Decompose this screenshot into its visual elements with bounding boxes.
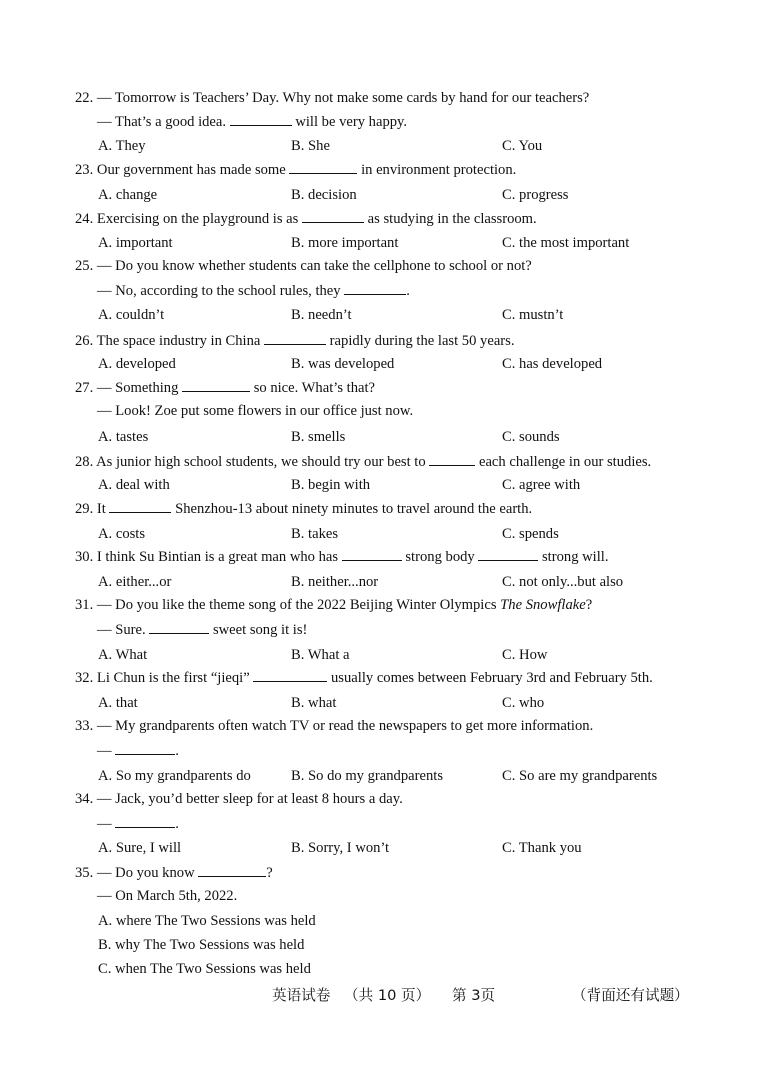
question-number: 32. xyxy=(75,670,94,686)
text-segment: — Do you know xyxy=(96,865,199,881)
answer-blank xyxy=(289,160,357,174)
question-23 xyxy=(75,160,516,179)
option-a: A. What xyxy=(98,647,148,663)
question-number: 27. xyxy=(75,380,94,396)
answer-blank xyxy=(302,209,364,223)
question-34 xyxy=(75,790,403,808)
song-title: The Snowflake xyxy=(500,597,586,613)
text-segment: in environment protection. xyxy=(357,162,517,178)
option-a: A. deal with xyxy=(98,477,170,493)
question-number: 35. xyxy=(75,865,94,881)
option-a: A. developed xyxy=(98,356,176,372)
text-segment: ? xyxy=(585,597,593,613)
question-text: — Look! Zoe put some flowers in our office just now. xyxy=(97,403,414,419)
question-text: — Tomorrow is Teachers’ Day. Why not make some cards by hand for our teachers? xyxy=(96,90,590,106)
text-segment: . xyxy=(175,816,179,832)
text-segment: — No, according to the school rules, they xyxy=(97,283,345,299)
question-28 xyxy=(75,452,651,471)
question-text: — Do you know whether students can take the cellphone to school or not? xyxy=(96,258,532,274)
question-34-line-2 xyxy=(97,814,179,833)
answer-blank xyxy=(478,547,538,561)
text-segment: I think Su Bintian is a great man who has xyxy=(96,549,342,565)
question-33-line-2 xyxy=(97,741,179,760)
question-number: 26. xyxy=(75,333,94,349)
question-number: 28. xyxy=(75,454,94,470)
text-segment: so nice. What’s that? xyxy=(250,380,376,396)
question-number: 33. xyxy=(75,718,94,734)
option-a: A. change xyxy=(98,187,158,203)
question-35 xyxy=(75,863,273,882)
answer-blank xyxy=(230,112,292,126)
text-segment: As junior high school students, we should try our best to xyxy=(96,454,430,470)
text-segment: rapidly during the last 50 years. xyxy=(326,333,515,349)
option-b: B. So do my grandparents xyxy=(291,768,444,784)
question-35-line-2 xyxy=(97,887,237,905)
option-c: C. mustn’t xyxy=(502,307,564,323)
option-a: A. couldn’t xyxy=(98,307,165,323)
option-a: A. where The Two Sessions was held xyxy=(98,913,316,929)
text-segment: — That’s a good idea. xyxy=(97,114,230,130)
question-31 xyxy=(75,596,592,614)
question-25-line-2 xyxy=(97,281,410,300)
option-b: B. Sorry, I won’t xyxy=(291,840,390,856)
answer-blank xyxy=(344,281,406,295)
question-30 xyxy=(75,547,609,566)
option-c: C. Thank you xyxy=(502,840,582,856)
answer-blank xyxy=(253,668,327,682)
option-c: C. sounds xyxy=(502,429,560,445)
question-text: — Jack, you’d better sleep for at least 8 hours a day. xyxy=(96,791,403,807)
question-29 xyxy=(75,499,532,518)
text-segment: strong will. xyxy=(538,549,609,565)
text-segment: as studying in the classroom. xyxy=(364,211,537,227)
option-b: B. more important xyxy=(291,235,399,251)
option-c: C. has developed xyxy=(502,356,603,372)
text-segment: . xyxy=(175,743,179,759)
text-segment: sweet song it is! xyxy=(209,622,308,638)
option-b: B. decision xyxy=(291,187,357,203)
option-c: C. So are my grandparents xyxy=(502,768,658,784)
footer-total-pages: （共 10 页） xyxy=(344,987,431,1004)
option-c: C. How xyxy=(502,647,548,663)
option-a: A. either...or xyxy=(98,574,172,590)
question-32 xyxy=(75,668,653,687)
text-segment: Li Chun is the first “jieqi” xyxy=(96,670,254,686)
text-segment: — Sure. xyxy=(97,622,150,638)
text-segment: It xyxy=(96,501,110,517)
option-a: A. They xyxy=(98,138,146,154)
answer-blank xyxy=(264,331,326,345)
question-27-line-2 xyxy=(97,402,413,420)
text-segment: Shenzhou-13 about ninety minutes to travel around the earth. xyxy=(171,501,533,517)
option-b: B. neither...nor xyxy=(291,574,379,590)
footer-note: （背面还有试题） xyxy=(572,987,689,1004)
option-c: C. agree with xyxy=(502,477,581,493)
text-segment: Exercising on the playground is as xyxy=(96,211,302,227)
question-number: 23. xyxy=(75,162,94,178)
option-a: A. that xyxy=(98,695,138,711)
question-number: 24. xyxy=(75,211,94,227)
text-segment: Our government has made some xyxy=(96,162,290,178)
answer-blank xyxy=(429,452,475,466)
option-a: A. important xyxy=(98,235,173,251)
option-c: C. the most important xyxy=(502,235,630,251)
option-b: B. begin with xyxy=(291,477,371,493)
text-segment: will be very happy. xyxy=(291,114,408,130)
answer-blank xyxy=(109,499,171,513)
answer-blank xyxy=(115,741,175,755)
question-22-line-2 xyxy=(97,112,407,131)
text-segment: — xyxy=(97,743,116,759)
option-a: A. tastes xyxy=(98,429,149,445)
question-number: 25. xyxy=(75,258,94,274)
question-number: 30. xyxy=(75,549,94,565)
question-text: — On March 5th, 2022. xyxy=(97,888,238,904)
question-number: 31. xyxy=(75,597,94,613)
option-c: C. when The Two Sessions was held xyxy=(98,961,311,977)
option-a: A. costs xyxy=(98,526,146,542)
footer-page-number: 第 3页 xyxy=(452,987,496,1004)
text-segment: . xyxy=(406,283,410,299)
option-b: B. was developed xyxy=(291,356,395,372)
option-b: B. why The Two Sessions was held xyxy=(98,937,305,953)
option-c: C. progress xyxy=(502,187,569,203)
option-c: C. spends xyxy=(502,526,559,542)
answer-blank xyxy=(182,378,250,392)
question-33 xyxy=(75,717,593,735)
question-24 xyxy=(75,209,537,228)
question-27 xyxy=(75,378,375,397)
option-b: B. smells xyxy=(291,429,346,445)
text-segment: ? xyxy=(266,865,273,881)
answer-blank xyxy=(342,547,402,561)
option-b: B. what xyxy=(291,695,337,711)
question-31-line-2 xyxy=(97,620,307,639)
question-26 xyxy=(75,331,515,350)
option-b: B. needn’t xyxy=(291,307,352,323)
text-segment: — Do you like the theme song of the 2022 Beijing Winter Olympics xyxy=(96,597,501,613)
question-number: 22. xyxy=(75,90,94,106)
option-b: B. She xyxy=(291,138,330,154)
option-b: B. takes xyxy=(291,526,339,542)
question-text: — My grandparents often watch TV or read the newspapers to get more information. xyxy=(96,718,594,734)
option-c: C. who xyxy=(502,695,545,711)
text-segment: usually comes between February 3rd and February 5th. xyxy=(327,670,653,686)
option-b: B. What a xyxy=(291,647,350,663)
text-segment: — xyxy=(97,816,116,832)
answer-blank xyxy=(149,620,209,634)
option-c: C. You xyxy=(502,138,543,154)
footer-title: 英语试卷 xyxy=(272,987,331,1004)
answer-blank xyxy=(198,863,266,877)
text-segment: strong body xyxy=(401,549,479,565)
text-segment: — Something xyxy=(96,380,183,396)
option-a: A. Sure, I will xyxy=(98,840,182,856)
option-a: A. So my grandparents do xyxy=(98,768,251,784)
question-number: 29. xyxy=(75,501,94,517)
question-22 xyxy=(75,89,589,107)
option-c: C. not only...but also xyxy=(502,574,624,590)
text-segment: The space industry in China xyxy=(96,333,265,349)
answer-blank xyxy=(115,814,175,828)
question-number: 34. xyxy=(75,791,94,807)
question-25 xyxy=(75,257,532,275)
text-segment: each challenge in our studies. xyxy=(475,454,652,470)
